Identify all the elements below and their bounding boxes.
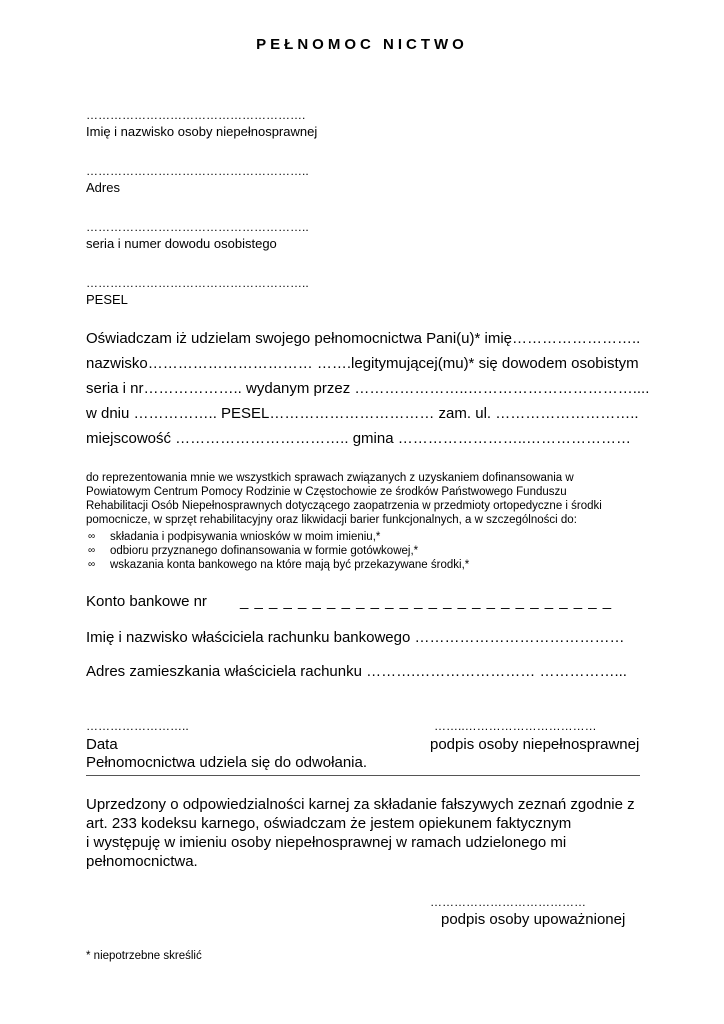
name-label: Imię i nazwisko osoby niepełnosprawnej <box>86 124 318 139</box>
statement-line: art. 233 kodeksu karnego, oświadczam że jestem opiekunem faktycznym <box>86 815 572 832</box>
list-item <box>88 558 470 572</box>
statement-line: pełnomocnictwa. <box>86 853 198 870</box>
purpose-line: Rehabilitacji Osób Niepełnosprawnych dotyczącego zaopatrzenia w przedmioty ortopedyczne i środki <box>86 500 602 512</box>
purpose-line: do reprezentowania mnie we wszystkich sprawach związanych z uzyskaniem dofinansowania w <box>86 472 574 484</box>
signature-label: podpis osoby niepełnosprawnej <box>430 736 640 753</box>
infinity-bullet-icon: ∞ <box>88 559 96 570</box>
address-label: Adres <box>86 180 120 195</box>
document-title: PEŁNOMOC NICTWO <box>256 36 468 53</box>
declaration-line: w dniu …………….. PESEL…………………………… zam. ul. ……………………….. <box>86 405 639 422</box>
date-blank[interactable]: …………………….. <box>86 719 189 733</box>
declaration-line: nazwisko…………………………… …….legitymującej(mu)* się dowodem osobistym <box>86 355 639 372</box>
purpose-line: pomocnicze, w sprzęt rehabilitacyjny oraz likwidacji barier funkcjonalnych, a w szczególności do: <box>86 514 577 526</box>
authorized-signature-label: podpis osoby upoważnionej <box>441 911 626 928</box>
infinity-bullet-icon: ∞ <box>88 531 96 542</box>
footnote: * niepotrzebne skreślić <box>86 950 202 962</box>
account-number-blank[interactable]: _ _ _ _ _ _ _ _ _ _ _ _ _ _ _ _ _ _ _ _ _ _ _ _ _ _ <box>240 593 613 610</box>
statement-line: Uprzedzony o odpowiedzialności karnej za składanie fałszywych zeznań zgodnie z <box>86 796 635 813</box>
list-item-text: odbioru przyznanego dofinansowania w formie gotówkowej,* <box>110 545 419 557</box>
revocation-note: Pełnomocnictwa udziela się do odwołania. <box>86 754 368 771</box>
date-label: Data <box>86 736 118 753</box>
purpose-line: Powiatowym Centrum Pomocy Rodzinie w Częstochowie ze środków Państwowego Funduszu <box>86 486 567 498</box>
scope-list <box>88 530 470 572</box>
address-blank[interactable]: ……………………………………………….. <box>86 164 309 178</box>
list-item <box>88 530 469 544</box>
authorized-signature-blank[interactable]: ………………………………… <box>430 895 586 909</box>
list-item-text: składania i podpisywania wniosków w moim imieniu,* <box>110 531 381 543</box>
account-label: Konto bankowe nr <box>86 593 207 610</box>
owner-name-line[interactable]: Imię i nazwisko właściciela rachunku bankowego …………………………………… <box>86 629 625 646</box>
id-card-label: seria i numer dowodu osobistego <box>86 236 277 251</box>
statement-line: i występuję w imieniu osoby niepełnosprawnej w ramach udzielonego mi <box>86 834 567 851</box>
pesel-blank[interactable]: ……………………………………………….. <box>86 276 309 290</box>
pesel-label: PESEL <box>86 292 128 307</box>
owner-address-line[interactable]: Adres zamieszkania właściciela rachunku ……….…………………… ……………... <box>86 663 627 680</box>
declaration-line: miejscowość …………………………….. gmina ……………………..………………… <box>86 430 632 447</box>
name-blank[interactable]: ………………………………………………. <box>86 108 306 122</box>
id-card-blank[interactable]: ……………………………………………….. <box>86 220 309 234</box>
signature-blank[interactable]: ……..…………………………… <box>434 719 597 733</box>
list-item <box>88 544 469 558</box>
list-item-text: wskazania konta bankowego na które mają być przekazywane środki,* <box>110 559 470 571</box>
declaration-line: Oświadczam iż udzielam swojego pełnomocnictwa Pani(u)* imię…………………….. <box>86 330 641 347</box>
infinity-bullet-icon: ∞ <box>88 545 96 556</box>
divider <box>86 775 640 776</box>
declaration-line: seria i nr……………….. wydanym przez …………………..…………………………….... <box>86 380 650 397</box>
